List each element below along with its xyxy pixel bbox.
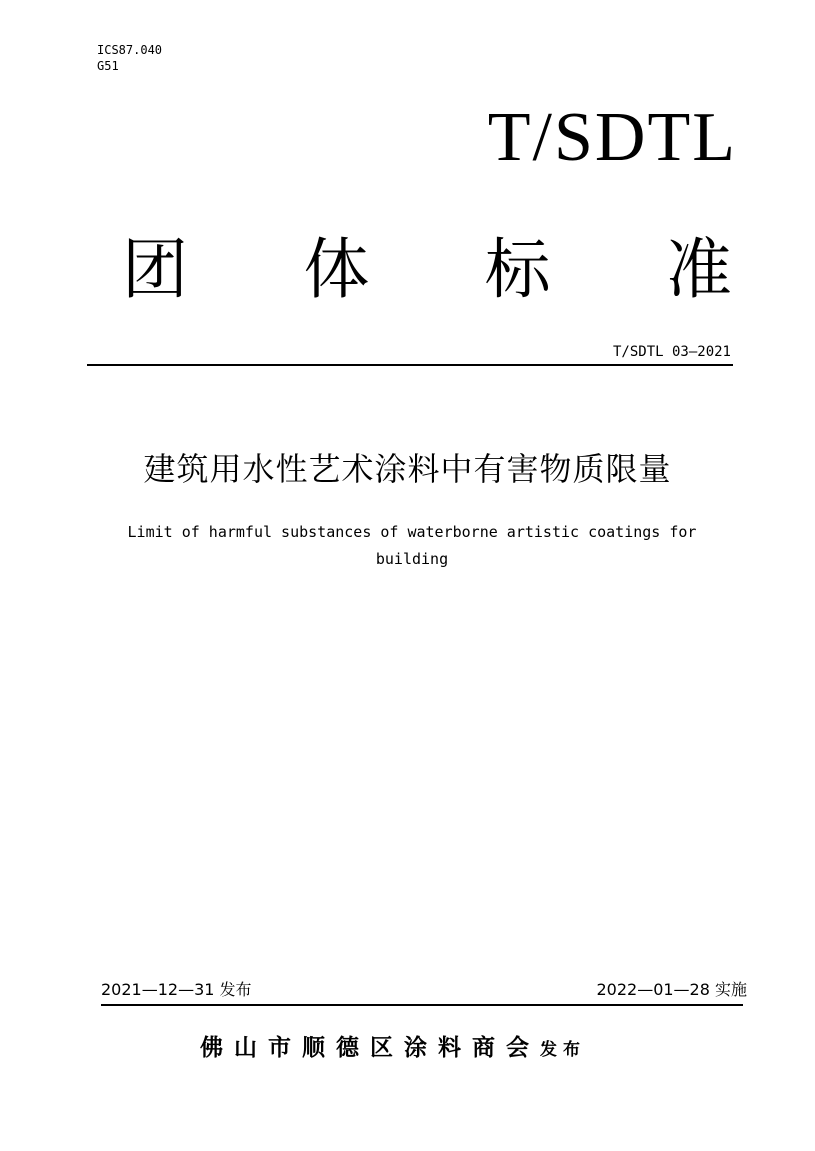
classification-codes <box>97 42 162 74</box>
publish-suffix: 发布 <box>540 1040 586 1060</box>
header-divider <box>87 364 733 366</box>
standard-type-char: 团 <box>122 231 188 308</box>
standard-number: T/SDTL 03—2021 <box>612 344 731 360</box>
standard-code: T/SDTL <box>487 99 737 176</box>
document-title-chinese: 建筑用水性艺术涂料中有害物质限量 <box>143 450 672 488</box>
footer-divider <box>101 1004 743 1006</box>
publisher-name: 佛山市顺德区涂料商会 <box>200 1035 540 1061</box>
release-date: 2021—12—31 发布 <box>101 980 252 999</box>
standard-type-char: 准 <box>665 231 732 308</box>
standard-type-char: 标 <box>484 231 551 308</box>
ics-code: ICS87.040 <box>97 43 163 57</box>
implementation-date: 2022—01—28 实施 <box>596 980 747 999</box>
standard-type-char: 体 <box>303 231 370 308</box>
document-title-english: Limit of harmful substances of waterborne artistic coatings for building <box>127 523 697 568</box>
publisher-line <box>200 1032 586 1066</box>
ccs-code: G51 <box>97 59 119 73</box>
standard-type-title <box>122 222 732 318</box>
